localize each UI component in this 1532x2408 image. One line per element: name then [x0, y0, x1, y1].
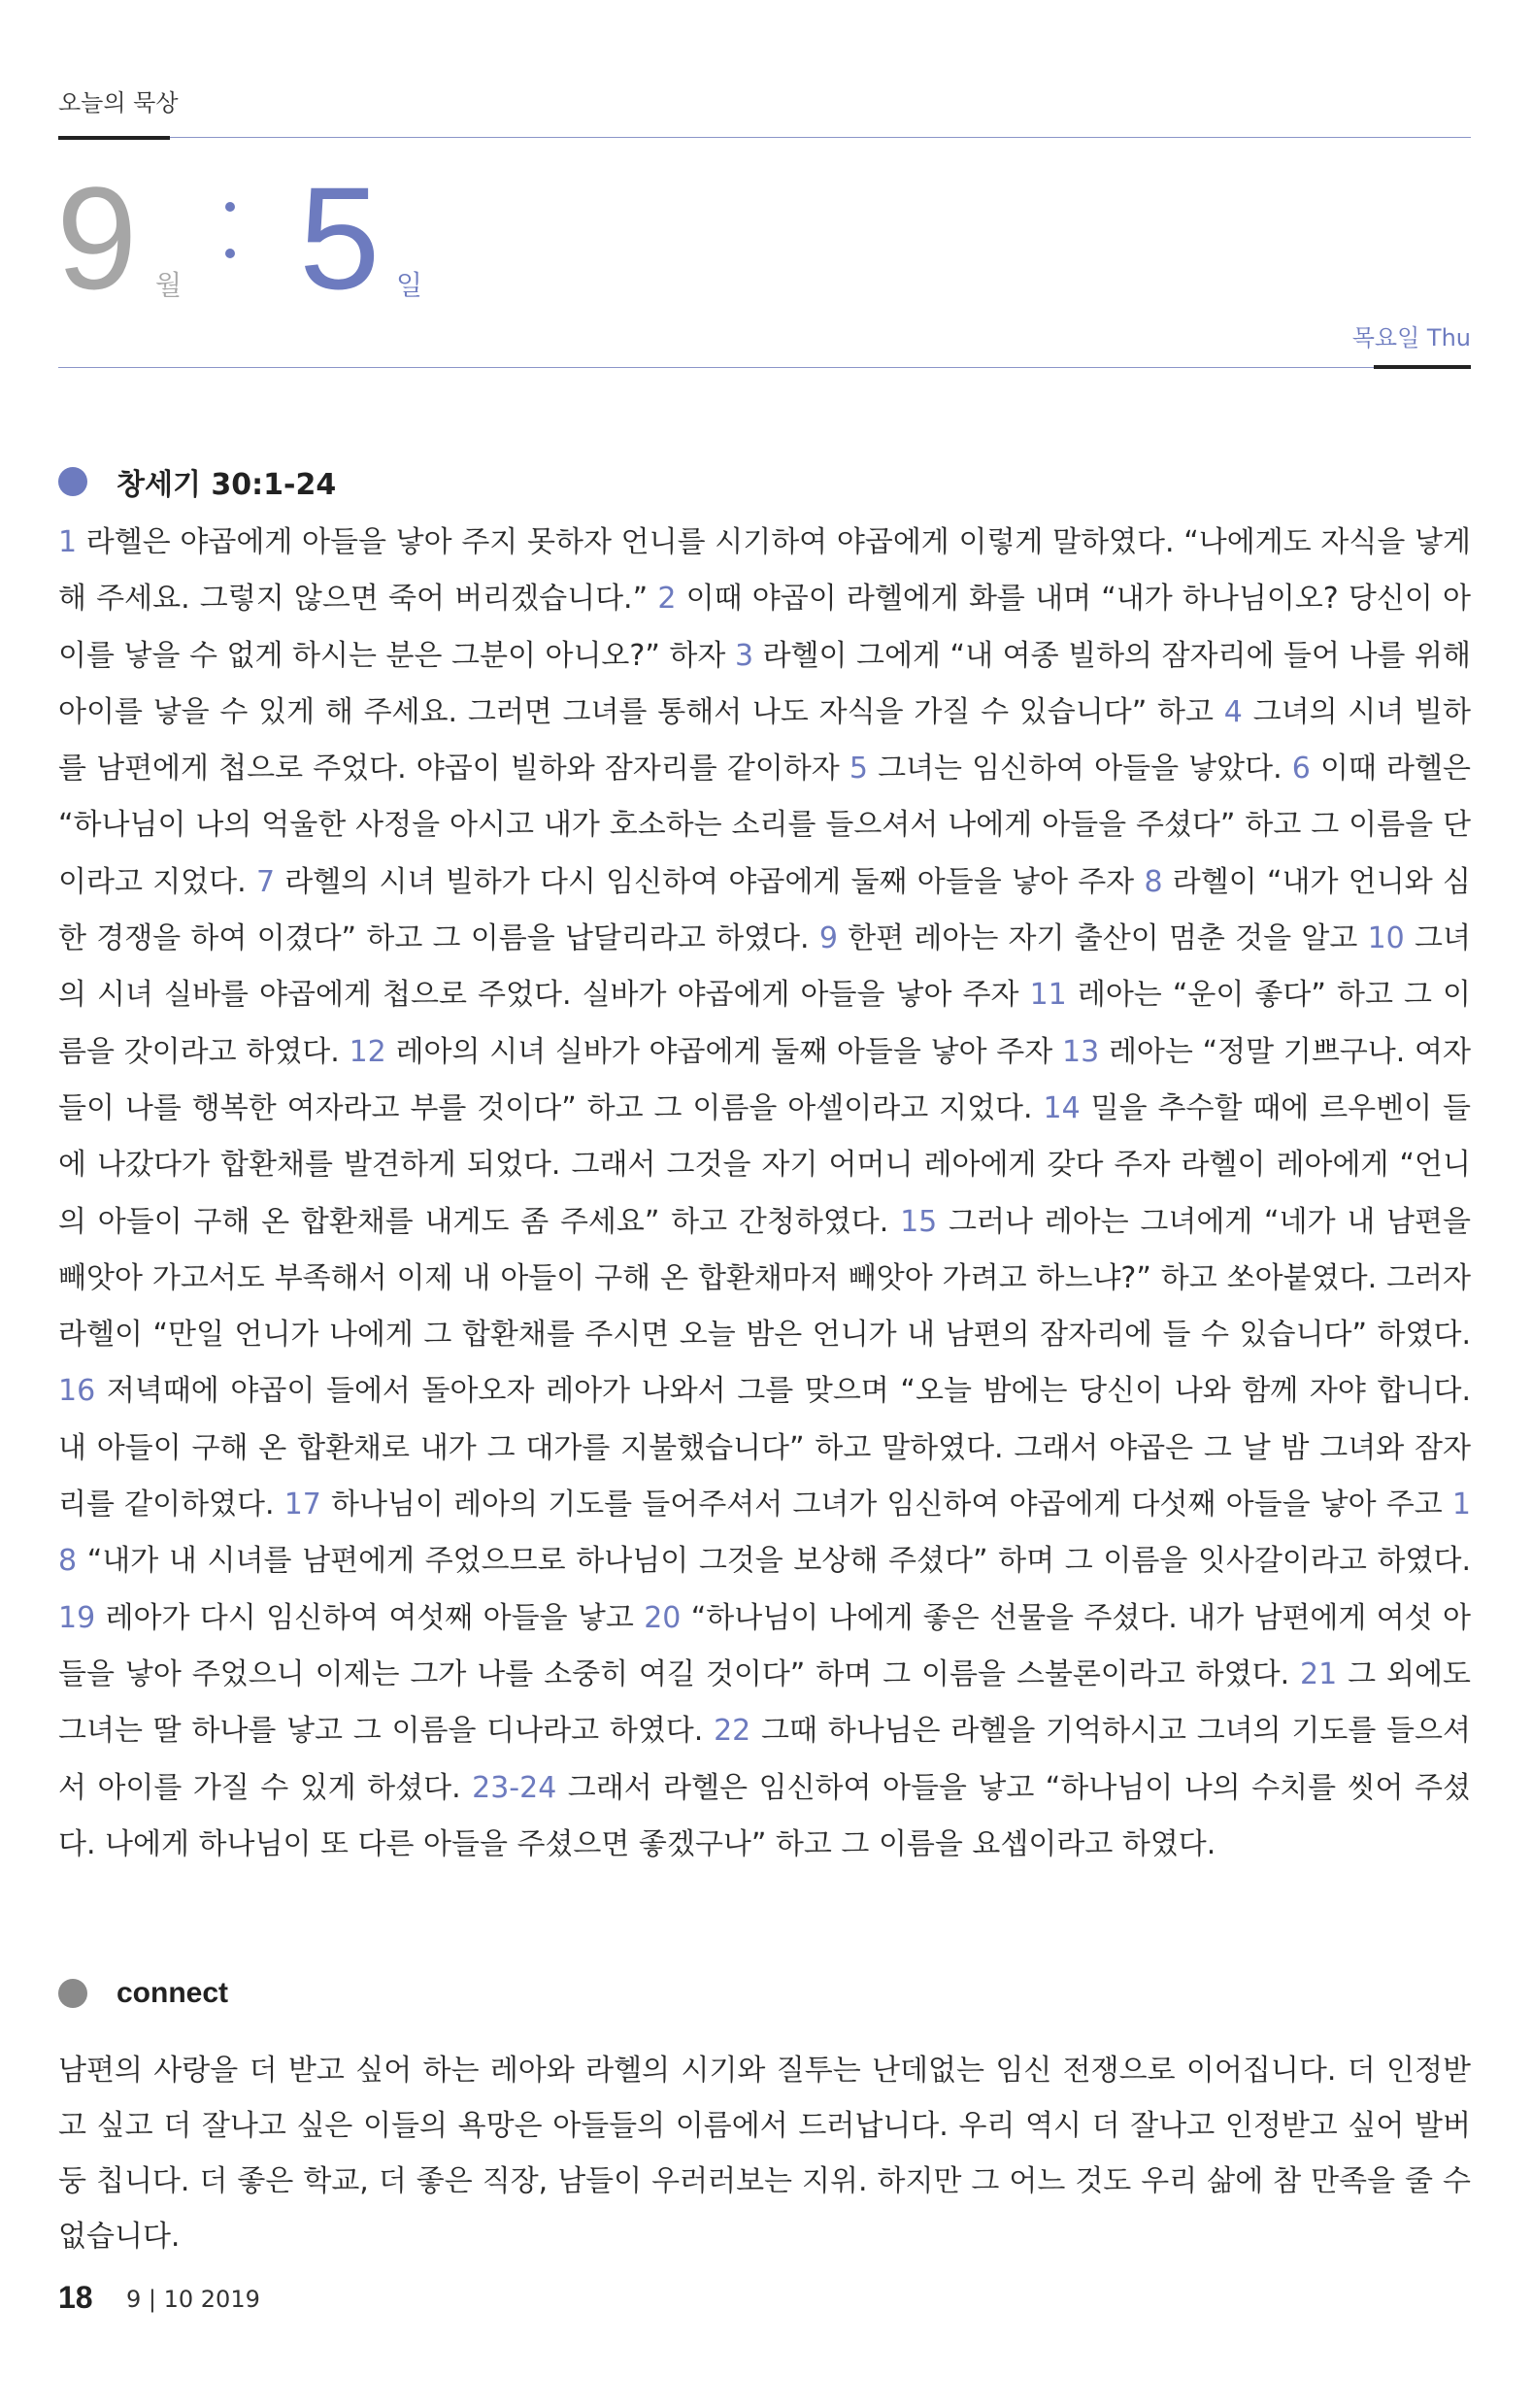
issue-label: 9 | 10 2019 [126, 2286, 260, 2313]
date-day-unit: 일 [396, 269, 423, 301]
verse-number: 5 [849, 752, 868, 786]
verse-text: 이때 야곱이 라헬에게 화를 내며 “내가 하나님이오? 당신이 아이를 낳을 수 없게 하시는 분은 그분이 아니오?” 하자 [58, 582, 1471, 673]
verse-number: 12 [349, 1034, 386, 1069]
verse-number: 14 [1043, 1090, 1081, 1125]
bullet-dot-icon [58, 467, 87, 496]
verse-text: 라헬은 야곱에게 아들을 낳아 주지 못하자 언니를 시기하여 야곱에게 이렇게 말하였다. “나에게도 자식을 낳게 해 주세요. 그렇지 않으면 죽어 버리겠습니다.” [58, 525, 1471, 617]
date-month-unit: 월 [155, 269, 183, 301]
header-divider-thick [58, 136, 170, 140]
verse-number: 17 [283, 1488, 321, 1522]
verse-text: 레아는 “정말 기쁘구나. 여자들이 나를 행복한 여자라고 부를 것이다” 하고 그 이름을 아셀이라고 지었다. [58, 1034, 1472, 1125]
verse-text: 이때 라헬은 “하나님이 나의 억울한 사정을 아시고 내가 호소하는 소리를 들으셔서 나에게 아들을 주셨다” 하고 그 이름을 단이라고 지었다. [58, 752, 1471, 899]
verse-text: 그녀의 시녀 실바를 야곱에게 첩으로 주었다. 실바가 야곱에게 아들을 낳아 주자 [58, 921, 1471, 1013]
verse-text: 그녀의 시녀 빌하를 남편에게 첩으로 주었다. 야곱이 빌하와 잠자리를 같이하자 [58, 694, 1471, 786]
verse-text: 라헬이 “내가 언니와 심한 경쟁을 하여 이겼다” 하고 그 이름을 납달리라고 하였다. [58, 864, 1471, 956]
verse-number: 11 [1029, 978, 1067, 1013]
verse-number: 3 [734, 638, 754, 673]
bullet-dot-icon [58, 1979, 87, 2008]
connect-heading [58, 1977, 228, 2010]
date-divider-thick [1374, 365, 1471, 369]
verse-number: 16 [58, 1374, 96, 1409]
verse-number: 18 [58, 1488, 1472, 1579]
verse-text: 한편 레아는 자기 출산이 멈춘 것을 알고 [848, 921, 1358, 956]
date-month: 9 [56, 156, 138, 319]
verse-text: 그래서 라헬은 임신하여 아들을 낳고 “하나님이 나의 수치를 씻어 주셨다. 나에게 하나님이 또 다른 아들을 주셨으면 좋겠구나” 하고 그 이름을 요셉이라고 하였다. [58, 1770, 1471, 1861]
verse-text: 그 외에도 그녀는 딸 하나를 낳고 그 이름을 디나라고 하였다. [58, 1656, 1471, 1749]
verse-number: 9 [818, 921, 838, 956]
verse-number: 4 [1223, 694, 1243, 729]
verse-number: 19 [58, 1600, 96, 1635]
date-divider-thin [58, 367, 1374, 368]
verse-number: 1 [58, 525, 78, 559]
scripture-body [58, 515, 1471, 1873]
verse-text: 라헬이 그에게 “내 여종 빌하의 잠자리에 들어 나를 위해 아이를 낳을 수 있게 해 주세요. 그러면 그녀를 통해서 나도 자식을 가질 수 있습니다” 하고 [58, 638, 1471, 729]
verse-text: 레아가 다시 임신하여 여섯째 아들을 낳고 [105, 1600, 634, 1635]
verse-text: 밀을 추수할 때에 르우벤이 들에 나갔다가 합환채를 발견하게 되었다. 그래서 그것을 자기 어머니 레아에게 갖다 주자 라헬이 레아에게 “언니의 아들이 구해 온 합환채를 내게도 좀 주세요” 하고 간청하였다. [58, 1090, 1472, 1239]
verse-text: 저녁때에 야곱이 들에서 돌아오자 레아가 나와서 그를 맞으며 “오늘 밤에는 당신이 나와 함께 자야 합니다. 내 아들이 구해 온 합환채로 내가 그 대가를 지불했습니다” 하고 말하였다. 그래서 야곱은 그 날 밤 그녀와 잠자리를 같이하였다. [58, 1374, 1471, 1522]
section-label: 오늘의 묵상 [58, 89, 179, 117]
date-colon [225, 202, 235, 295]
verse-text: 그녀는 임신하여 아들을 낳았다. [878, 752, 1282, 786]
verse-number: 23-24 [472, 1770, 557, 1805]
page-number: 18 [58, 2280, 93, 2315]
verse-number: 22 [714, 1714, 751, 1749]
connect-title: connect [117, 1977, 229, 2009]
verse-number: 13 [1062, 1034, 1100, 1069]
verse-number: 6 [1291, 752, 1311, 786]
connect-body: 남편의 사랑을 더 받고 싶어 하는 레아와 라헬의 시기와 질투는 난데없는 임신 전쟁으로 이어집니다. 더 인정받고 싶고 더 잘나고 싶은 이들의 욕망은 아들들의 이름에서 드러납니다. 우리 역시 더 잘나고 인정받고 싶어 발버둥 칩니다. 더 좋은 학교, 더 좋은 직장, 남들이 우러러보는 지위. 하지만 그 어느 것도 우리 삶에 참 만족을 줄 수 없습니다. [58, 2054, 1471, 2254]
weekday-label: 목요일 Thu [1351, 324, 1471, 351]
verse-number: 8 [1144, 864, 1163, 899]
verse-number: 20 [644, 1600, 682, 1635]
verse-text: 레아의 시녀 실바가 야곱에게 둘째 아들을 낳아 주자 [395, 1034, 1053, 1069]
verse-number: 21 [1300, 1656, 1338, 1691]
verse-text: 레아는 “운이 좋다” 하고 그 이름을 갓이라고 하였다. [58, 978, 1471, 1069]
scripture-heading [58, 460, 336, 503]
verse-number: 10 [1367, 921, 1405, 956]
scripture-reference: 창세기 30:1-24 [117, 468, 337, 502]
verse-text: “내가 내 시녀를 남편에게 주었으므로 하나님이 그것을 보상해 주셨다” 하며 그 이름을 잇사갈이라고 하였다. [86, 1544, 1471, 1579]
verse-number: 7 [255, 864, 276, 899]
date-day: 5 [299, 156, 381, 319]
verse-text: 하나님이 레아의 기도를 들어주셔서 그녀가 임신하여 야곱에게 다섯째 아들을 낳아 주고 [331, 1488, 1443, 1522]
verse-text: 그러나 레아는 그녀에게 “네가 내 남편을 빼앗아 가고서도 부족해서 이제 내 아들이 구해 온 합환채마저 빼앗아 가려고 하느냐?” 하고 쏘아붙였다. 그러자 라헬이 “만일 언니가 나에게 그 합환채를 주시면 오늘 밤은 언니가 내 남편의 잠자리에 들 수 있습니다” 하였다. [58, 1204, 1471, 1353]
verse-text: “하나님이 나에게 좋은 선물을 주셨다. 내가 남편에게 여섯 아들을 낳아 주었으니 이제는 그가 나를 소중히 여길 것이다” 하며 그 이름을 스불론이라고 하였다. [58, 1600, 1471, 1691]
header-divider-thin [170, 137, 1471, 138]
verse-text: 라헬의 시녀 빌하가 다시 임신하여 야곱에게 둘째 아들을 낳아 주자 [284, 864, 1135, 899]
verse-number: 15 [900, 1204, 938, 1239]
verse-number: 2 [657, 582, 677, 617]
verse-text: 그때 하나님은 라헬을 기억하시고 그녀의 기도를 들으셔서 아이를 가질 수 있게 하셨다. [58, 1714, 1471, 1805]
